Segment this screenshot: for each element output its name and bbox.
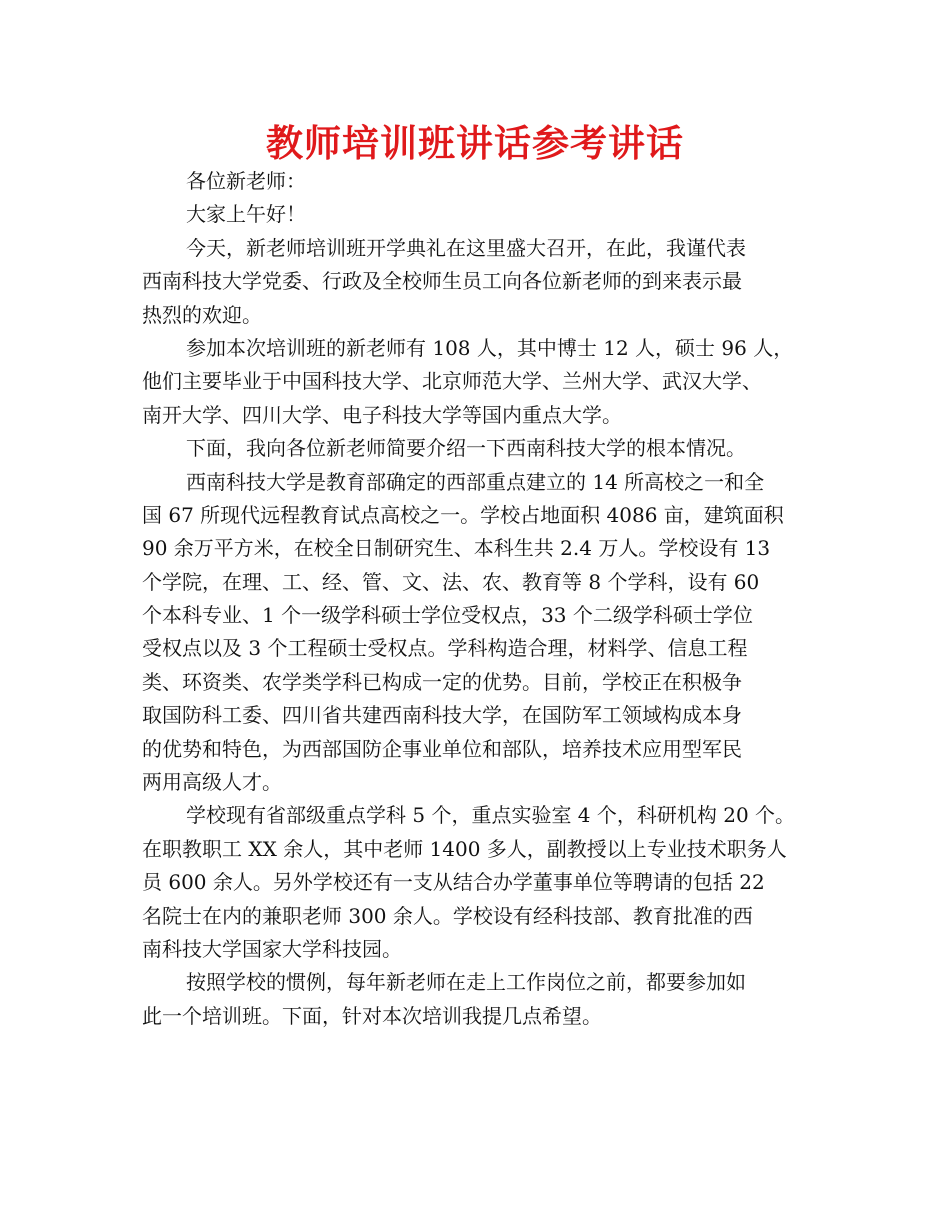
body-line: 受权点以及 3 个工程硕士受权点。学科构造合理，材料学、信息工程 — [142, 636, 748, 661]
body-line: 各位新老师： — [186, 169, 306, 193]
document-title: 教师培训班讲话参考讲话 — [266, 122, 684, 165]
body-line: 两用高级人才。 — [142, 770, 282, 795]
body-line: 的优势和特色，为西部国防企事业单位和部队，培养技术应用型军民 — [142, 736, 742, 761]
body-line: 90 余万平方米，在校全日制研究生、本科生共 2.4 万人。学校设有 13 — [142, 536, 771, 561]
body-line: 取国防科工委、四川省共建西南科技大学，在国防军工领域构成本身 — [142, 703, 742, 728]
body-line: 南科技大学国家大学科技园。 — [142, 936, 402, 961]
body-line: 按照学校的惯例，每年新老师在走上工作岗位之前，都要参加如 — [186, 970, 746, 995]
body-line: 在职教职工 XX 余人，其中老师 1400 多人，副教授以上专业技术职务人 — [142, 836, 787, 861]
body-line: 南开大学、四川大学、电子科技大学等国内重点大学。 — [142, 402, 622, 427]
body-line: 名院士在内的兼职老师 300 余人。学校设有经科技部、教育批准的西 — [142, 903, 753, 928]
body-line: 学校现有省部级重点学科 5 个，重点实验室 4 个，科研机构 20 个。 — [186, 803, 796, 828]
body-line: 类、环资类、农学类学科已构成一定的优势。目前，学校正在积极争 — [142, 669, 742, 694]
body-line: 热烈的欢迎。 — [142, 302, 262, 327]
body-line: 下面，我向各位新老师简要介绍一下西南科技大学的根本情况。 — [186, 436, 746, 461]
body-line: 参加本次培训班的新老师有 108 人，其中博士 12 人，硕士 96 人， — [186, 335, 794, 360]
body-line: 西南科技大学党委、行政及全校师生员工向各位新老师的到来表示最 — [142, 269, 742, 294]
body-line: 员 600 余人。另外学校还有一支从结合办学董事单位等聘请的包括 22 — [142, 870, 765, 895]
body-line: 西南科技大学是教育部确定的西部重点建立的 14 所高校之一和全 — [186, 469, 765, 494]
body-line: 个学院，在理、工、经、管、文、法、农、教育等 8 个学科，设有 60 — [142, 569, 760, 594]
body-line: 他们主要毕业于中国科技大学、北京师范大学、兰州大学、武汉大学、 — [142, 369, 762, 394]
body-line: 个本科专业、1 个一级学科硕士学位受权点，33 个二级学科硕士学位 — [142, 603, 753, 628]
body-line: 此一个培训班。下面，针对本次培训我提几点希望。 — [142, 1003, 602, 1028]
body-line: 国 67 所现代远程教育试点高校之一。学校占地面积 4086 亩，建筑面积 — [142, 502, 784, 527]
document-body — [142, 165, 828, 1033]
body-line: 今天，新老师培训班开学典礼在这里盛大召开，在此，我谨代表 — [186, 235, 746, 260]
body-line: 大家上午好！ — [186, 202, 306, 227]
